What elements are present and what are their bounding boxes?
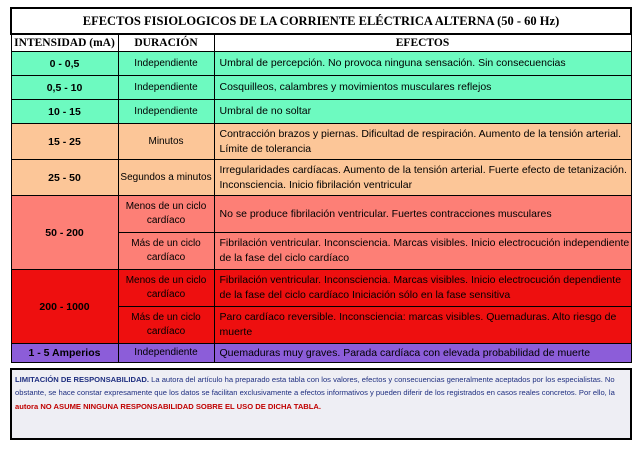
- effects-cell: Quemaduras muy graves. Parada cardíaca con elevada probabilidad de muerte: [214, 344, 631, 363]
- effects-document: [10, 7, 630, 443]
- effects-cell: Umbral de percepción. No provoca ninguna sensación. Sin consecuencias: [214, 52, 631, 76]
- table-row: [11, 196, 631, 233]
- effects-cell: No se produce fibrilación ventricular. Fuertes contracciones musculares: [214, 196, 631, 233]
- header-effects: EFECTOS: [214, 34, 631, 52]
- effects-cell: Paro cardíaco reversible. Inconsciencia: marcas visibles. Quemaduras. Alto riesgo de muerte: [214, 307, 631, 344]
- table-row: [11, 160, 631, 196]
- duration-cell: Menos de un ciclo cardíaco: [118, 270, 214, 307]
- disclaimer-box: [11, 369, 631, 439]
- effects-cell: Fibrilación ventricular. Inconsciencia. Marcas visibles. Inicio electrocución dependiente de la fase del ciclo cardíaco Iniciación sólo en la fase sensitiva: [214, 270, 631, 307]
- duration-cell: Independiente: [118, 52, 214, 76]
- duration-cell: Minutos: [118, 124, 214, 160]
- header-duration: DURACIÓN: [118, 34, 214, 52]
- duration-cell: Más de un ciclo cardíaco: [118, 233, 214, 270]
- intensity-cell: 10 - 15: [11, 100, 118, 124]
- intensity-cell: 0 - 0,5: [11, 52, 118, 76]
- table-row: [11, 344, 631, 363]
- intensity-cell: 15 - 25: [11, 124, 118, 160]
- header-intensity: INTENSIDAD (mA): [11, 34, 118, 52]
- effects-cell: Contracción brazos y piernas. Dificultad de respiración. Aumento de la tensión arterial. Límite de tolerancia: [214, 124, 631, 160]
- duration-cell: Independiente: [118, 344, 214, 363]
- table-row: [11, 52, 631, 76]
- effects-table: [10, 7, 632, 440]
- duration-cell: Independiente: [118, 76, 214, 100]
- intensity-cell: 200 - 1000: [11, 270, 118, 344]
- disclaimer-row: [11, 369, 631, 439]
- duration-cell: Independiente: [118, 100, 214, 124]
- table-row: [11, 100, 631, 124]
- table-title: EFECTOS FISIOLOGICOS DE LA CORRIENTE ELÉCTRICA ALTERNA (50 - 60 Hz): [11, 8, 631, 34]
- intensity-cell: 25 - 50: [11, 160, 118, 196]
- table-row: [11, 270, 631, 307]
- duration-cell: Menos de un ciclo cardíaco: [118, 196, 214, 233]
- effects-cell: Umbral de no soltar: [214, 100, 631, 124]
- disclaimer-lead: LIMITACIÓN DE RESPONSABILIDAD.: [15, 374, 150, 384]
- intensity-cell: 0,5 - 10: [11, 76, 118, 100]
- intensity-cell: 50 - 200: [11, 196, 118, 270]
- table-row: [11, 124, 631, 160]
- duration-cell: Segundos a minutos: [118, 160, 214, 196]
- intensity-cell: 1 - 5 Amperios: [11, 344, 118, 363]
- table-row: [11, 76, 631, 100]
- effects-cell: Cosquilleos, calambres y movimientos musculares reflejos: [214, 76, 631, 100]
- duration-cell: Más de un ciclo cardíaco: [118, 307, 214, 344]
- disclaimer-emphasis: autora NO ASUME NINGUNA RESPONSABILIDAD SOBRE EL USO DE DICHA TABLA.: [15, 401, 322, 411]
- effects-cell: Irregularidades cardíacas. Aumento de la tensión arterial. Fuerte efecto de tetanización. Inconsciencia. Inicio fibrilación ventricular: [214, 160, 631, 196]
- effects-cell: Fibrilación ventricular. Inconsciencia. Marcas visibles. Inicio electrocución independiente de la fase del ciclo cardíaco: [214, 233, 631, 270]
- disclaimer-body: La autora del artículo ha preparado esta tabla con los valores, efectos y consecuencias generalmente aceptados por los especialistas. No obstante, se hace constar expresamente que los datos se facilitan exclusivamente a efectos informativos y pueden diferir de los registrados en casos reales concretos. Por ello, la: [15, 374, 615, 397]
